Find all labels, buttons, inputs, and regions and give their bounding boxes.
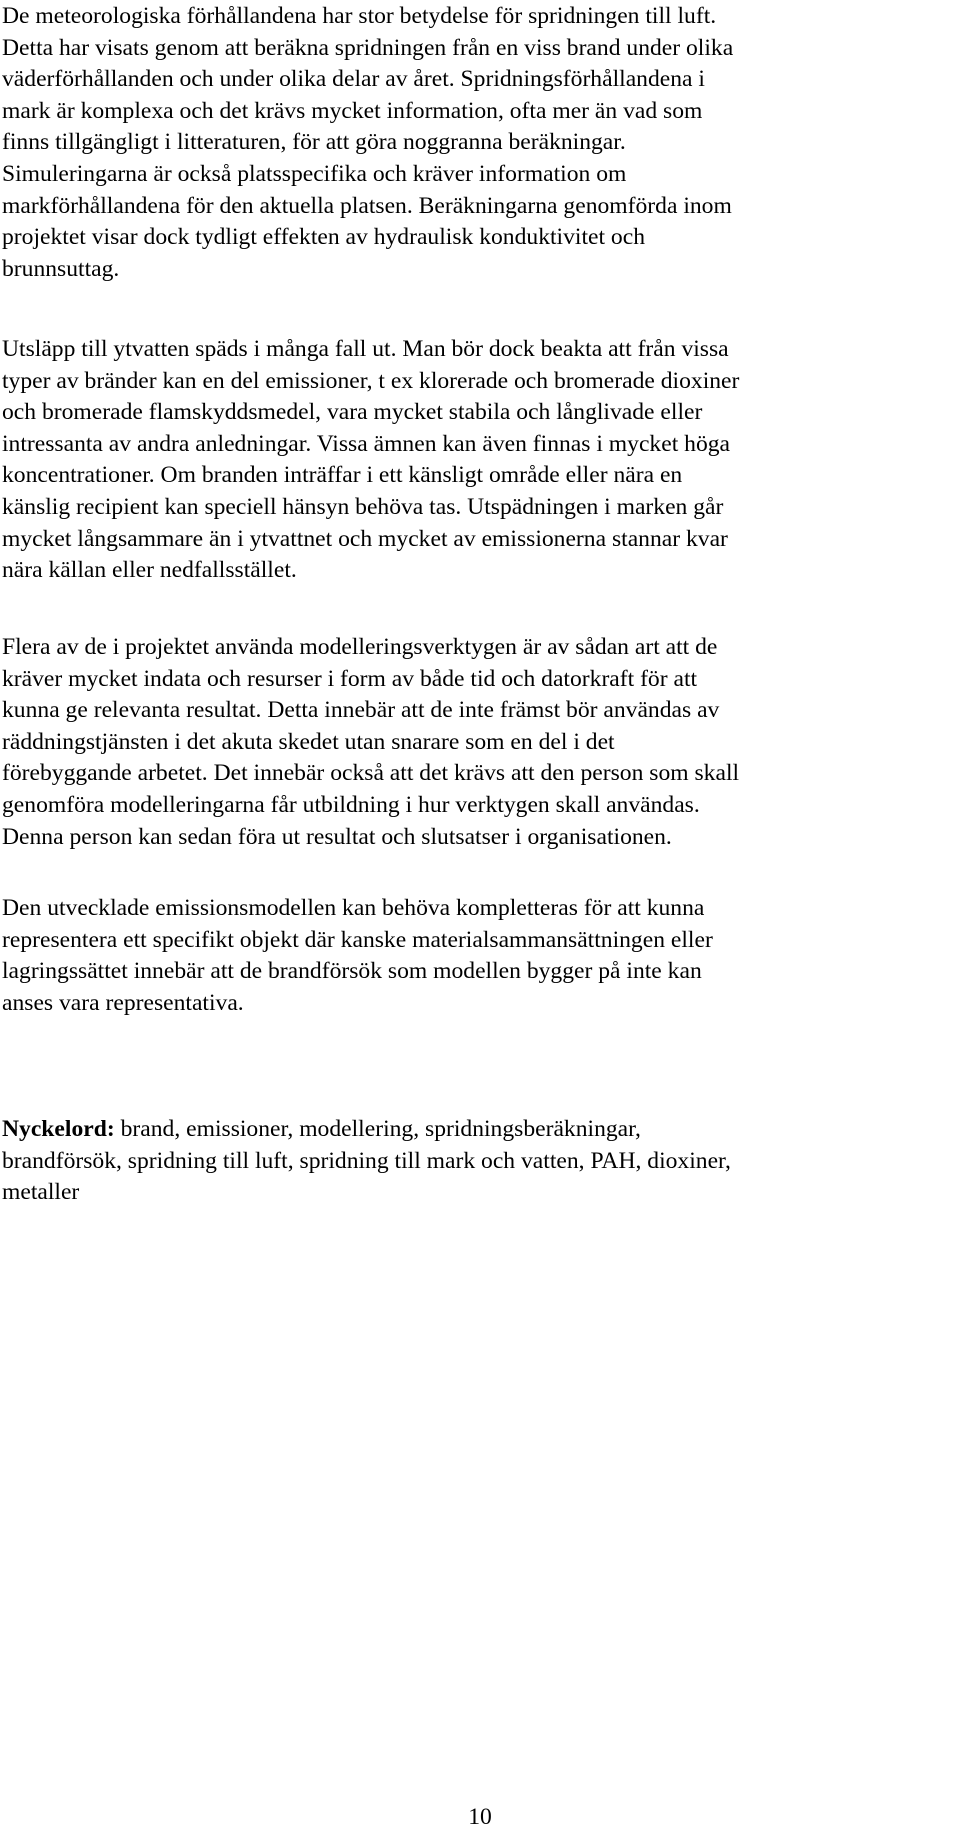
text-line: mark är komplexa och det krävs mycket information, ofta mer än vad som <box>2 97 703 124</box>
page-number: 10 <box>468 1804 492 1830</box>
keywords-text: brand, emissioner, modellering, spridningsberäkningar, <box>114 1116 641 1142</box>
text-line: kräver mycket indata och resurser i form av både tid och datorkraft för att <box>2 665 698 692</box>
text-line: markförhållandena för den aktuella platsen. Beräkningarna genomförda inom <box>2 192 732 219</box>
text-line: väderförhållanden och under olika delar av året. Spridningsförhållandena i <box>2 66 705 93</box>
text-line: finns tillgängligt i litteraturen, för att göra noggranna beräkningar. <box>2 129 626 156</box>
text-line: intressanta av andra anledningar. Vissa ämnen kan även finnas i mycket höga <box>2 430 731 457</box>
text-line: De meteorologiska förhållandena har stor betydelse för spridningen till luft. <box>2 3 717 29</box>
text-line: Utsläpp till ytvatten späds i många fall ut. Man bör dock beakta att från vissa <box>2 336 729 362</box>
keywords-line: brandförsök, spridning till luft, spridning till mark och vatten, PAH, dioxiner, <box>2 1147 731 1174</box>
text-line: mycket långsammare än i ytvattnet och mycket av emissionerna stannar kvar <box>2 525 728 552</box>
keywords-section <box>2 1114 954 1209</box>
text-line: Denna person kan sedan föra ut resultat och slutsatser i organisationen. <box>2 823 672 850</box>
keywords-label: Nyckelord: <box>2 1116 115 1142</box>
keywords-line <box>2 1114 954 1146</box>
text-line: känslig recipient kan speciell hänsyn behöva tas. Utspädningen i marken går <box>2 493 724 520</box>
paragraph-meteorology <box>2 1 954 285</box>
text-line: räddningstjänsten i det akuta skedet utan snarare som en del i det <box>2 728 615 755</box>
text-line: genomföra modelleringarna får utbildning i hur verktygen skall användas. <box>2 791 700 818</box>
text-line: anses vara representativa. <box>2 989 244 1016</box>
text-line: projektet visar dock tydligt effekten av hydraulisk konduktivitet och <box>2 224 645 251</box>
text-line: lagringssättet innebär att de brandförsök som modellen bygger på inte kan <box>2 958 702 985</box>
text-line: brunnsuttag. <box>2 255 120 282</box>
text-line: representera ett specifikt objekt där kanske materialsammansättningen eller <box>2 926 713 953</box>
text-line: Flera av de i projektet använda modelleringsverktygen är av sådan art att de <box>2 634 718 660</box>
text-line: typer av bränder kan en del emissioner, t ex klorerade och bromerade dioxiner <box>2 367 740 394</box>
text-line: förebyggande arbetet. Det innebär också att det krävs att den person som skall <box>2 760 740 787</box>
text-line: Detta har visats genom att beräkna spridningen från en viss brand under olika <box>2 34 734 61</box>
keywords-line: metaller <box>2 1179 80 1206</box>
text-line: koncentrationer. Om branden inträffar i ett känsligt område eller nära en <box>2 462 683 489</box>
text-line: och bromerade flamskyddsmedel, vara mycket stabila och långlivade eller <box>2 399 703 426</box>
text-line: kunna ge relevanta resultat. Detta innebär att de inte främst bör användas av <box>2 697 720 724</box>
paragraph-surface-water <box>2 334 954 587</box>
paragraph-emission-model <box>2 893 954 1019</box>
paragraph-modelling-tools <box>2 632 954 853</box>
text-line: Simuleringarna är också platsspecifika och kräver information om <box>2 160 627 187</box>
text-line: nära källan eller nedfallsstället. <box>2 557 297 584</box>
text-line: Den utvecklade emissionsmodellen kan behöva kompletteras för att kunna <box>2 895 705 921</box>
